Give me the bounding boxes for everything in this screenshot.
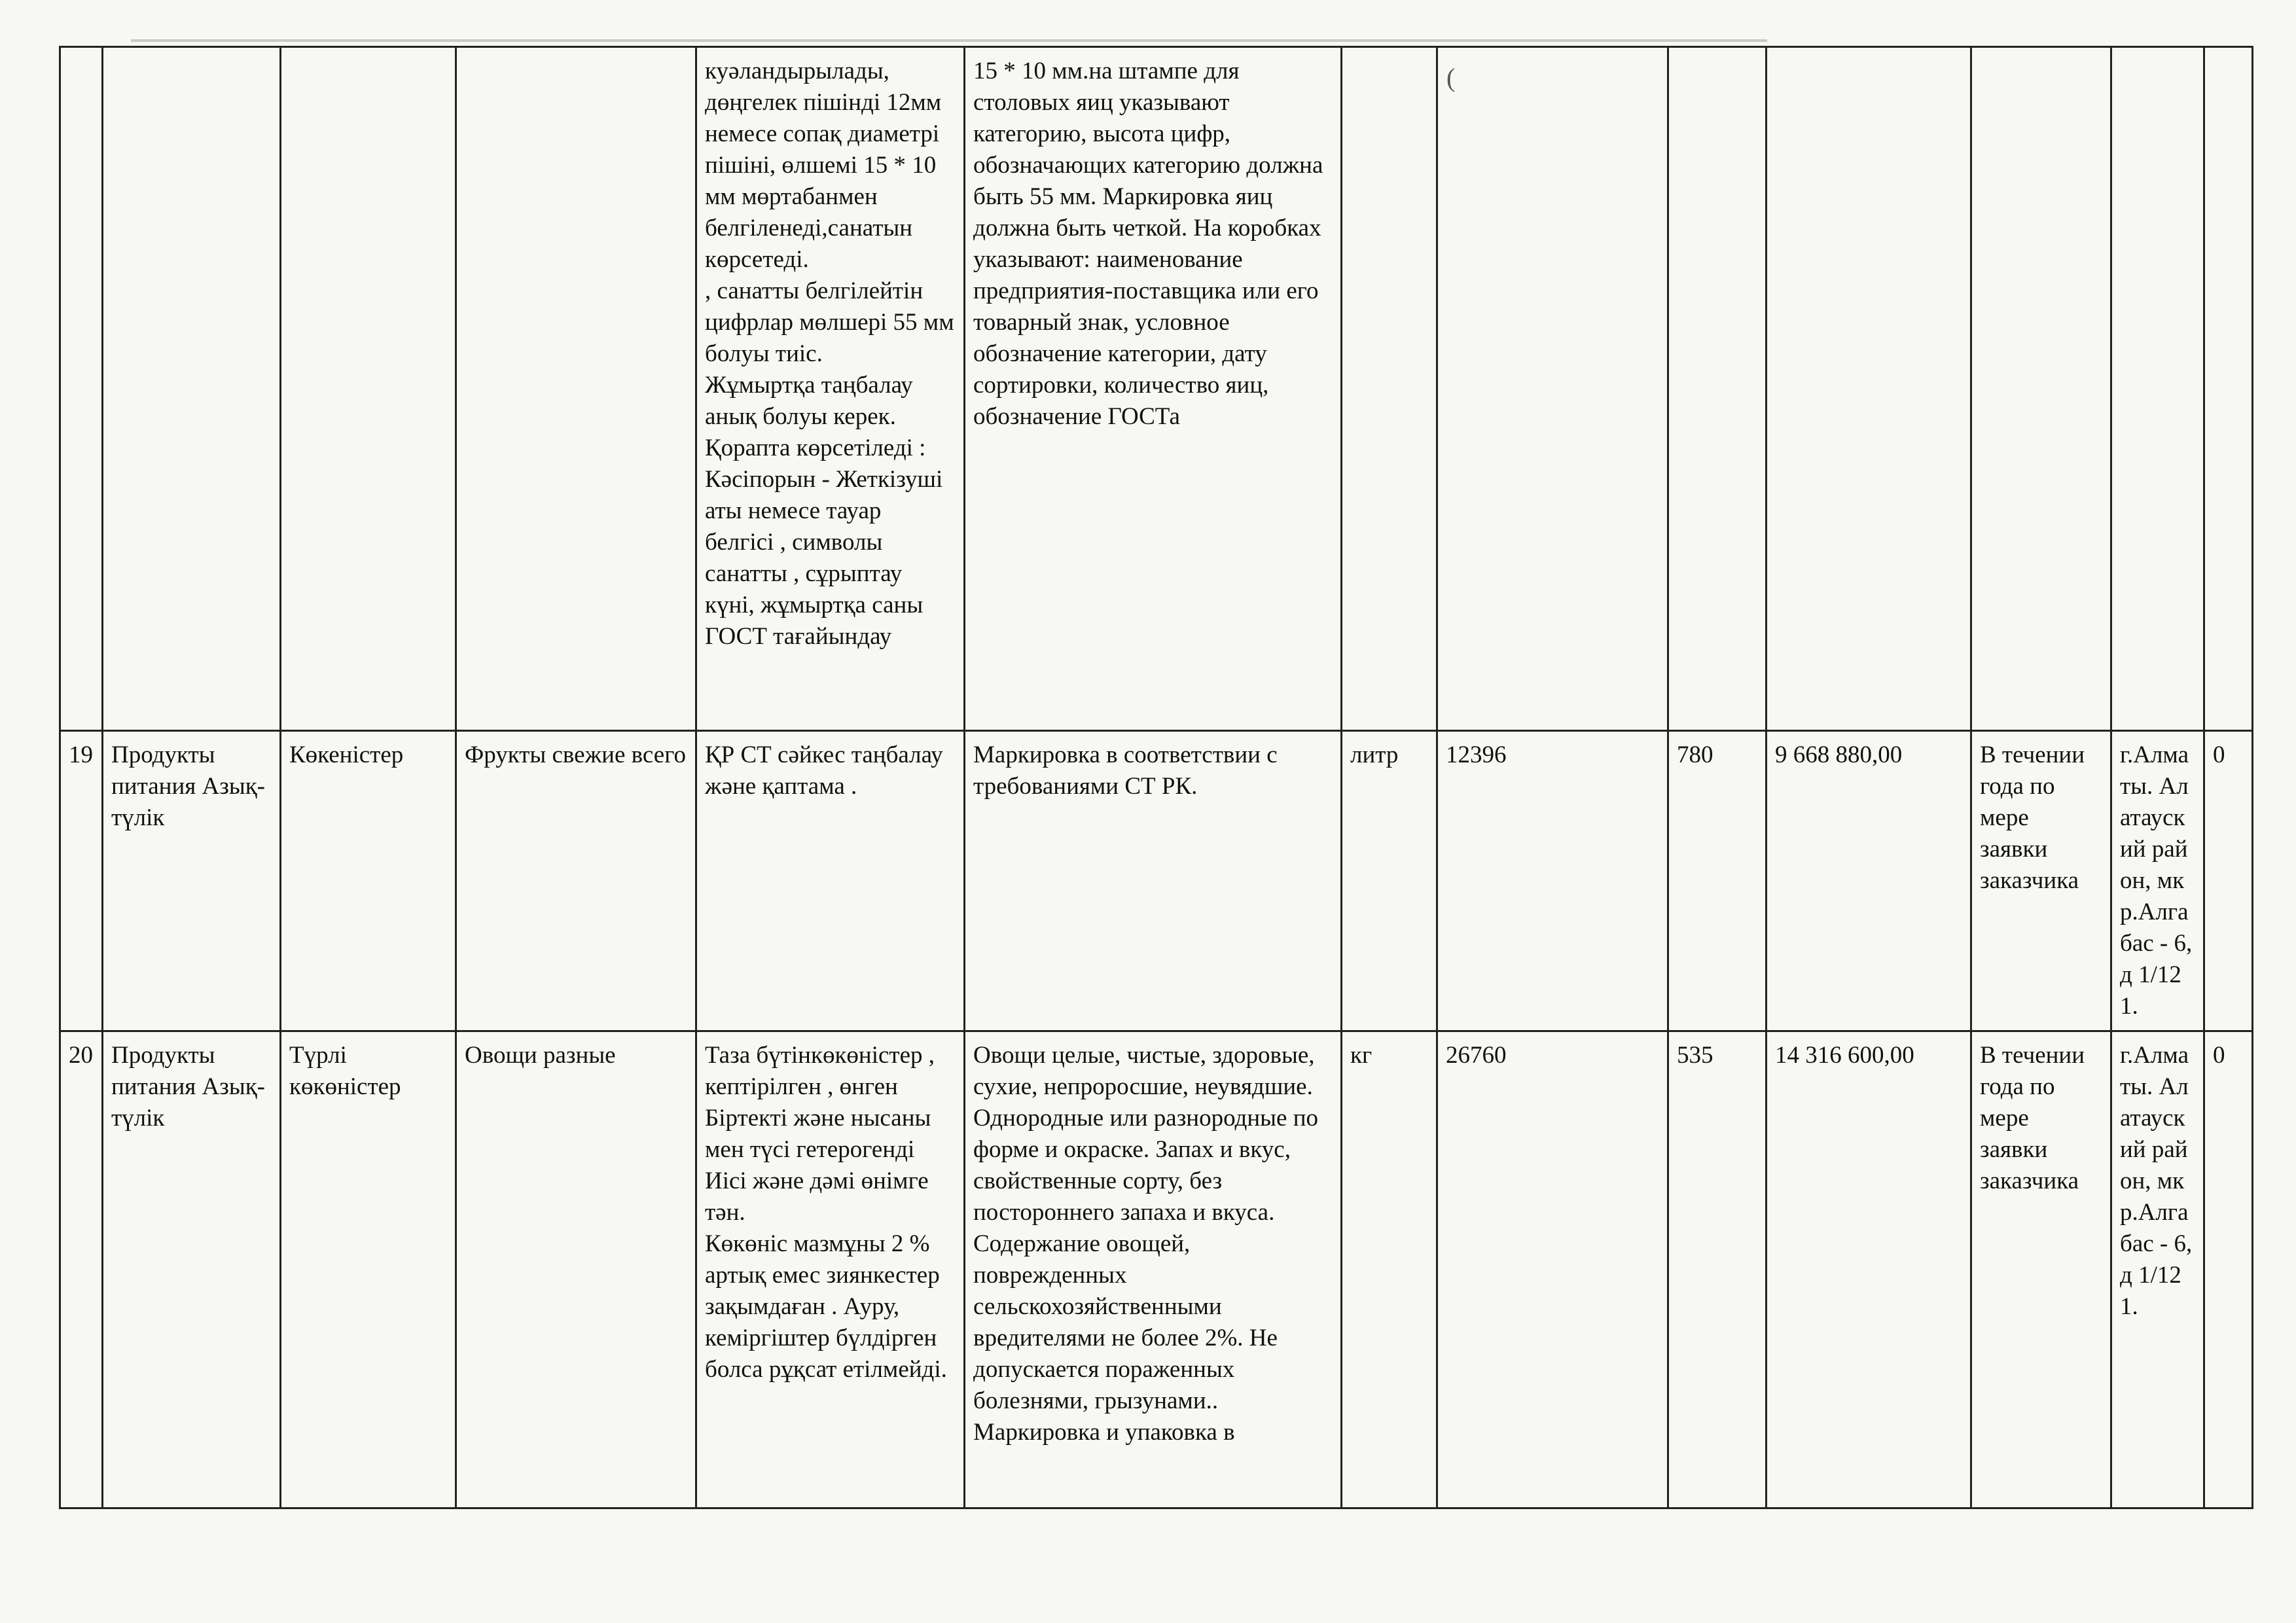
cell-name-ru: Овощи разные bbox=[456, 1031, 696, 1508]
cell-num bbox=[60, 47, 103, 731]
cell-advance: 0 bbox=[2204, 731, 2253, 1031]
cell-spec-ru: Овощи целые, чистые, здоровые, сухие, непроросшие, неувядшие. Однородные или разнородные по форме и окраске. Запах и вкус, свойственные сорту, без постороннего запаха и вкуса. Содержание овощей, поврежденных сельскохозяйственными вредителями не более 2%. Не допускается пораженных болезнями, грызунами.. Маркировка и упаковка в bbox=[965, 1031, 1342, 1508]
cell-amount: 14 316 600,00 bbox=[1767, 1031, 1971, 1508]
cell-name-ru bbox=[456, 47, 696, 731]
cell-amount: 9 668 880,00 bbox=[1767, 731, 1971, 1031]
cell-place: г.Алматы. Алатауский район, мкр.Алгабас - 6,д 1/121. bbox=[2111, 1031, 2204, 1508]
cell-unit: литр bbox=[1342, 731, 1437, 1031]
table-row-continuation bbox=[60, 47, 2253, 731]
cell-name-kz: Көкеністер bbox=[281, 731, 456, 1031]
procurement-table-wrapper bbox=[59, 46, 2251, 1502]
cell-name-kz: Түрлі көкөністер bbox=[281, 1031, 456, 1508]
cell-term: В течении года по мере заявки заказчика bbox=[1971, 731, 2111, 1031]
cell-price: 780 bbox=[1668, 731, 1767, 1031]
cell-price bbox=[1668, 47, 1767, 731]
scan-speck: ( bbox=[1446, 63, 1456, 92]
cell-spec-kz: ҚР СТ сәйкес таңбалау және қаптама . bbox=[696, 731, 965, 1031]
cell-spec-ru: 15 * 10 мм.на штампе для столовых яиц указывают категорию, высота цифр, обозначающих категорию должна быть 55 мм. Маркировка яиц должна быть четкой. На коробках указывают: наименование предприятия-поставщика или его товарный знак, условное обозначение категории, дату сортировки, количество яиц, обозначение ГОСТа bbox=[965, 47, 1342, 731]
cell-spec-kz: Таза бүтінкөкөністер , кептірілген , өнген Біртекті және нысаны мен түсі гетерогенді Иісі және дәмі өнімге тән. Көкөніс мазмұны 2 % артық емес зиянкестер зақымдаған . Ауру, кеміргіштер бүлдірген болса рұқсат етілмейді. bbox=[696, 1031, 965, 1508]
cell-num: 20 bbox=[60, 1031, 103, 1508]
cell-term: В течении года по мере заявки заказчика bbox=[1971, 1031, 2111, 1508]
table-row bbox=[60, 731, 2253, 1031]
cell-qty bbox=[1437, 47, 1668, 731]
cell-unit bbox=[1342, 47, 1437, 731]
cell-price: 535 bbox=[1668, 1031, 1767, 1508]
cell-qty: 26760 bbox=[1437, 1031, 1668, 1508]
cell-num: 19 bbox=[60, 731, 103, 1031]
cell-unit: кг bbox=[1342, 1031, 1437, 1508]
cell-advance: 0 bbox=[2204, 1031, 2253, 1508]
table-row bbox=[60, 1031, 2253, 1508]
cell-advance bbox=[2204, 47, 2253, 731]
cell-name-ru: Фрукты свежие всего bbox=[456, 731, 696, 1031]
cell-term bbox=[1971, 47, 2111, 731]
cell-place bbox=[2111, 47, 2204, 731]
cell-name-kz bbox=[281, 47, 456, 731]
cell-spec-ru: Маркировка в соответствии с требованиями СТ РК. bbox=[965, 731, 1342, 1031]
scan-bleed-rule bbox=[131, 39, 1767, 42]
cell-category bbox=[103, 47, 281, 731]
cell-qty: 12396 bbox=[1437, 731, 1668, 1031]
cell-category: Продукты питания Азық-түлік bbox=[103, 1031, 281, 1508]
procurement-table bbox=[59, 46, 2253, 1509]
cell-category: Продукты питания Азық-түлік bbox=[103, 731, 281, 1031]
cell-place: г.Алматы. Алатауский район, мкр.Алгабас - 6,д 1/121. bbox=[2111, 731, 2204, 1031]
cell-spec-kz: куәландырылады, дөңгелек пішінді 12мм немесе сопақ диаметрі пішіні, өлшемі 15 * 10 мм мөртабанмен белгіленеді,санатын көрсетеді. , санатты белгілейтін цифрлар мөлшері 55 мм болуы тиіс. Жұмыртқа таңбалау анық болуы керек. Қорапта көрсетіледі : Кәсіпорын - Жеткізуші аты немесе тауар белгісі , символы санатты , сұрыптау күні, жұмыртқа саны ГОСТ тағайындау bbox=[696, 47, 965, 731]
cell-amount bbox=[1767, 47, 1971, 731]
